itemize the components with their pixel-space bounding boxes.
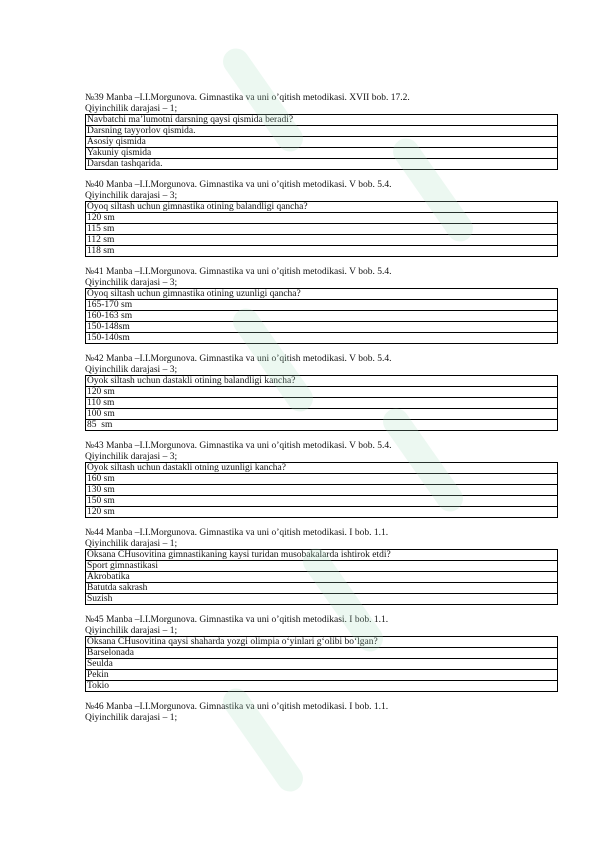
answer-option: Darsdan tashqarida. [86, 159, 558, 170]
difficulty-level: Qiyinchilik darajasi – 1; [85, 538, 178, 549]
answer-option: 165-170 sm [86, 300, 558, 311]
answer-option: Suzish [86, 594, 558, 605]
question-text: Oyoq siltash uchun gimnastika otining uzunligi qancha? [86, 289, 558, 300]
answer-option: Darsning tayyorlov qismida. [86, 126, 558, 137]
question-source-line: №45 Manba –I.I.Morgunova. Gimnastika va uni o’qitish metodikasi. I bob. 1.1. [85, 615, 389, 625]
difficulty-level: Qiyinchilik darajasi – 1; [85, 712, 178, 723]
question-table [85, 636, 558, 692]
question-source-line: №42 Manba –I.I.Morgunova. Gimnastika va uni o’qitish metodikasi. V bob. 5.4. [85, 354, 392, 364]
difficulty-level: Qiyinchilik darajasi – 3; [85, 190, 178, 201]
question-text: Oyok siltash uchun dastakli otining balandligi kancha? [86, 376, 558, 387]
question-source-line: №39 Manba –I.I.Morgunova. Gimnastika va uni o’qitish metodikasi. XVII bob. 17.2. [85, 93, 410, 103]
answer-option: Sport gimnastikasi [86, 561, 558, 572]
question-block [85, 441, 558, 518]
question-block [85, 615, 558, 692]
question-table [85, 201, 558, 257]
question-table [85, 288, 558, 344]
question-block [85, 93, 558, 170]
difficulty-level: Qiyinchilik darajasi – 3; [85, 277, 178, 288]
question-source-line: №44 Manba –I.I.Morgunova. Gimnastika va uni o’qitish metodikasi. I bob. 1.1. [85, 528, 389, 538]
answer-option: 160-163 sm [86, 311, 558, 322]
question-block [85, 267, 558, 344]
answer-option: Barselonada [86, 648, 558, 659]
answer-option: 150 sm [86, 496, 558, 507]
question-table [85, 375, 558, 431]
answer-option: 85 sm [86, 420, 558, 431]
question-source-line: №46 Manba –I.I.Morgunova. Gimnastika va uni o’qitish metodikasi. I bob. 1.1. [85, 702, 389, 712]
answer-option: Yakuniy qismida [86, 148, 558, 159]
question-table [85, 549, 558, 605]
answer-option: 118 sm [86, 246, 558, 257]
answer-option: 150-140sm [86, 333, 558, 344]
answer-option: Batutda sakrash [86, 583, 558, 594]
answer-option: 120 sm [86, 387, 558, 398]
question-source-line: №43 Manba –I.I.Morgunova. Gimnastika va uni o’qitish metodikasi. V bob. 5.4. [85, 441, 392, 451]
answer-option: 120 sm [86, 507, 558, 518]
answer-option: Asosiy qismida [86, 137, 558, 148]
question-text: Oksana CHusovitina qaysi shaharda yozgi olimpia o‘yinlari g‘olibi bo‘lgan? [86, 637, 558, 648]
question-table [85, 114, 558, 170]
question-source-line: №41 Manba –I.I.Morgunova. Gimnastika va uni o’qitish metodikasi. V bob. 5.4. [85, 267, 392, 277]
difficulty-level: Qiyinchilik darajasi – 3; [85, 364, 178, 375]
answer-option: 150-148sm [86, 322, 558, 333]
answer-option: Akrobatika [86, 572, 558, 583]
question-block [85, 354, 558, 431]
difficulty-level: Qiyinchilik darajasi – 3; [85, 451, 178, 462]
difficulty-level: Qiyinchilik darajasi – 1; [85, 103, 178, 114]
question-block [85, 180, 558, 257]
question-text: Oyok siltash uchun dastakli otning uzunligi kancha? [86, 463, 558, 474]
question-text: Oksana CHusovitina gimnastikaning kaysi turidan musobakalarda ishtirok etdi? [86, 550, 558, 561]
question-text: Navbatchi ma’lumotni darsning qaysi qismida beradi? [86, 115, 558, 126]
answer-option: 112 sm [86, 235, 558, 246]
question-block [85, 702, 558, 723]
question-table [85, 462, 558, 518]
answer-option: 120 sm [86, 213, 558, 224]
answer-option: Seulda [86, 659, 558, 670]
question-text: Oyoq siltash uchun gimnastika otining balandligi qancha? [86, 202, 558, 213]
difficulty-level: Qiyinchilik darajasi – 1; [85, 625, 178, 636]
document-page [85, 93, 558, 733]
answer-option: Tokio [86, 681, 558, 692]
question-source-line: №40 Manba –I.I.Morgunova. Gimnastika va uni o’qitish metodikasi. V bob. 5.4. [85, 180, 392, 190]
answer-option: 100 sm [86, 409, 558, 420]
answer-option: 130 sm [86, 485, 558, 496]
answer-option: 115 sm [86, 224, 558, 235]
answer-option: 110 sm [86, 398, 558, 409]
answer-option: Pekin [86, 670, 558, 681]
question-block [85, 528, 558, 605]
answer-option: 160 sm [86, 474, 558, 485]
